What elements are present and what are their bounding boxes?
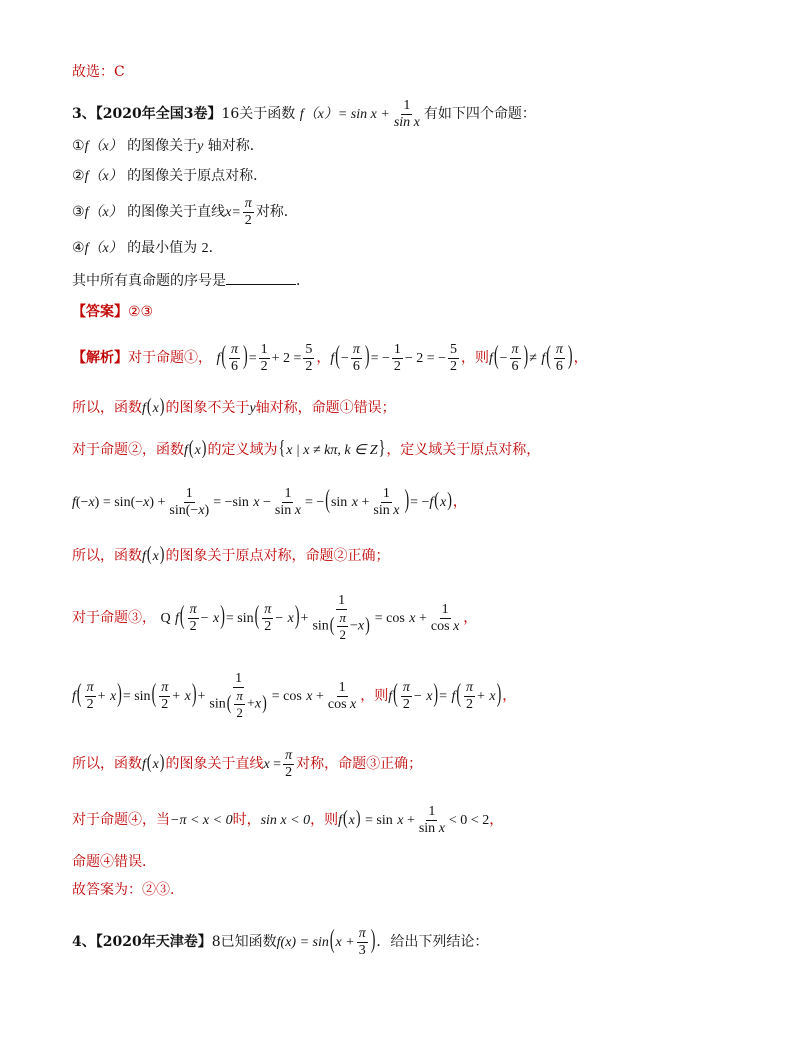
analysis-l3-b: 的定义域为: [207, 442, 278, 458]
p3-text-a: 的图像关于直线: [127, 204, 226, 220]
analysis-l6-math: Q f( $\frac{\pi}{2}$ − x)= sin( $\frac{\pi}{2}$ − x)+ 1 sin( $\frac{\pi}{2}$ −x) = cos x + $\frac{1}{\text{cos x}}$: [160, 593, 460, 642]
previous-answer-text: 故选：C: [72, 64, 125, 80]
analysis-l1-math: f( $\frac{\pi}{6}$ )= $\frac{1}{2}$ + 2 = $\frac{5}{2}$: [216, 341, 313, 374]
analysis-line-4: f(−x) = sin(−x) + $\frac{1}{\sin(-x)}$ = −sin x − $\frac{1}{\text{sin x}}$ = −(sin x + $\frac{1}{\text{sin x}}$ )= −f(x)，: [72, 485, 467, 518]
analysis-l10-b: 时，: [232, 812, 261, 828]
analysis-line-1: 【解析】对于命题①， f( $\frac{\pi}{6}$ )= $\frac{1}{2}$ + 2 = $\frac{5}{2}$ ，f(− $\frac{\pi}{6}$ )= − $\frac{1}{2}$ − 2 = − $\frac{5}{2}$ ，则f(− $\frac{\pi}{6}$ )≠ f( $\frac{\pi}{6}$ )，: [72, 341, 588, 374]
q3-qnum: 16: [221, 106, 240, 122]
q3-proposition-1: [72, 136, 264, 157]
p4-mark: ④: [72, 240, 85, 256]
analysis-line-2: 所以，函数f(x)的图象不关于y轴对称，命题①错误；: [72, 396, 396, 418]
q4-expr: f(x) = sin: [276, 935, 329, 950]
analysis-l3-set: x | x ≠ kπ, k ∈ Z: [286, 443, 378, 458]
p3-var: x=: [225, 205, 241, 220]
q4-den: 3: [358, 942, 366, 958]
analysis-l1-then: ，则: [461, 350, 490, 366]
q3-source: 【2020年全国3卷】: [95, 106, 222, 122]
answer-blank: [226, 270, 296, 285]
ask-text: 其中所有真命题的序号是: [72, 273, 226, 289]
previous-answer-line: [72, 62, 125, 82]
q3-proposition-3: [72, 194, 298, 230]
analysis-l2-b: 的图象不关于: [165, 400, 250, 416]
p3-func: f（x）: [84, 205, 123, 220]
q3-frac-den: sin x: [393, 114, 420, 130]
p2-mark: ②: [72, 168, 85, 184]
analysis-l1-text: 对于命题①，: [128, 350, 212, 366]
p3-num: π: [244, 195, 252, 211]
analysis-l5-b: 的图象关于原点对称，命题②正确；: [165, 548, 390, 564]
analysis-l9-b: 的图象关于直线: [165, 756, 264, 772]
analysis-line-6: 对于命题③， Q f( $\frac{\pi}{2}$ − x)= sin( $\frac{\pi}{2}$ − x)+ 1 sin( $\frac{\pi}{2}$ −x) = cos x + $\frac{1}{\text{cos x}}$ ，: [72, 593, 478, 642]
q4-fraction: [357, 926, 368, 959]
analysis-l3-c: ，定义域关于原点对称，: [386, 442, 541, 458]
q4-qnum: 8: [211, 934, 221, 950]
p4-value: 2．: [201, 241, 223, 256]
q4-number: 4、: [72, 934, 96, 950]
p4-text: 的最小值为: [127, 240, 198, 256]
analysis-line-9: 对于命题④，当−π < x < 0时，sin x < 0，则f(x) = sin x + $\frac{1}{\text{sin x}}$ < 0 < 2，: [72, 803, 504, 836]
analysis-l10-sin: sin x < 0: [260, 813, 311, 828]
p1-func: f（x）: [84, 139, 123, 154]
q3-fraction: [392, 98, 422, 131]
analysis-l2-a: 所以，函数: [72, 400, 142, 416]
analysis-l9-c: 对称，命题③正确；: [296, 756, 423, 772]
analysis-l3-a: 对于命题②，函数: [72, 442, 184, 458]
q3-proposition-2: [72, 166, 267, 187]
analysis-l10-a: 对于命题④，当: [72, 812, 170, 828]
analysis-line-8: 所以，函数f(x)的图象关于直线x = $\frac{\pi}{2}$ 对称，命题③正确；: [72, 747, 423, 780]
analysis-l10-c: ，则: [310, 812, 339, 828]
analysis-label: 【解析】: [72, 350, 128, 366]
ask-post: ．: [296, 273, 310, 289]
analysis-line-3: 对于命题②，函数f(x)的定义域为{x | x ≠ kπ, k ∈ Z}，定义域关于原点对称，: [72, 438, 541, 460]
p3-den: 2: [244, 212, 252, 228]
analysis-l7-then: ，则: [360, 688, 389, 704]
analysis-l10-tail: < 0 < 2: [448, 813, 490, 828]
q4-stem: 4、【2020年天津卷】8已知函数f(x) = sin(x + $\frac{\pi}{3}$ )．给出下列结论：: [72, 925, 489, 958]
q4-inner: x +: [335, 935, 355, 950]
p1-text-b: 轴对称．: [207, 138, 264, 154]
q4-source: 【2020年天津卷】: [95, 934, 212, 950]
analysis-l2-var: y: [249, 401, 256, 416]
p3-fraction: [243, 196, 254, 229]
analysis-l2-c: 轴对称，命题①错误；: [255, 400, 396, 416]
analysis-line-11: [72, 880, 174, 900]
p1-mark: ①: [72, 138, 85, 154]
q3-f-expr: f（x）= sin x +: [299, 107, 390, 122]
q3-ask: [72, 270, 310, 291]
q3-stem: [72, 96, 536, 132]
p2-func: f（x）: [84, 169, 123, 184]
analysis-l9-a: 所以，函数: [72, 756, 142, 772]
q3-proposition-4: [72, 238, 223, 259]
analysis-l10-cond: −π < x < 0: [170, 813, 233, 828]
p2-text: 的图像关于原点对称．: [127, 168, 268, 184]
analysis-l12: 故答案为：②③.: [72, 882, 175, 898]
q4-stem-post: ．给出下列结论：: [376, 934, 489, 950]
p4-func: f（x）: [84, 241, 123, 256]
p1-var: y: [197, 139, 204, 154]
q3-number: 3、: [72, 106, 96, 122]
analysis-l6-a: 对于命题③，: [72, 610, 156, 626]
q3-stem-pre: 关于函数: [239, 106, 296, 122]
p3-text-b: 对称．: [255, 204, 298, 220]
p3-mark: ③: [72, 204, 85, 220]
answer-value: ②③: [128, 304, 154, 320]
q4-num: π: [358, 925, 366, 941]
q3-frac-num: 1: [403, 97, 411, 113]
answer-label: 【答案】: [72, 304, 128, 320]
q3-stem-post: 有如下四个命题：: [423, 106, 536, 122]
analysis-line-5: 所以，函数f(x)的图象关于原点对称，命题②正确；: [72, 544, 390, 566]
answer-line: [72, 302, 153, 322]
analysis-l6-q: Q: [160, 611, 171, 626]
p1-text-a: 的图像关于: [127, 138, 198, 154]
analysis-l5-a: 所以，函数: [72, 548, 142, 564]
analysis-l11: 命题④错误.: [72, 854, 147, 870]
analysis-line-7: f( $\frac{\pi}{2}$ + x)= sin( $\frac{\pi}{2}$ + x)+ 1 sin( $\frac{\pi}{2}$ +x) = cos x + $\frac{1}{\text{cos x}}$ ，则f( $\frac{\pi}{2}$ − x)= f( $\frac{\pi}{2}$ + x)，: [72, 671, 517, 720]
analysis-line-10: [72, 852, 146, 872]
q4-stem-pre: 已知函数: [220, 934, 277, 950]
